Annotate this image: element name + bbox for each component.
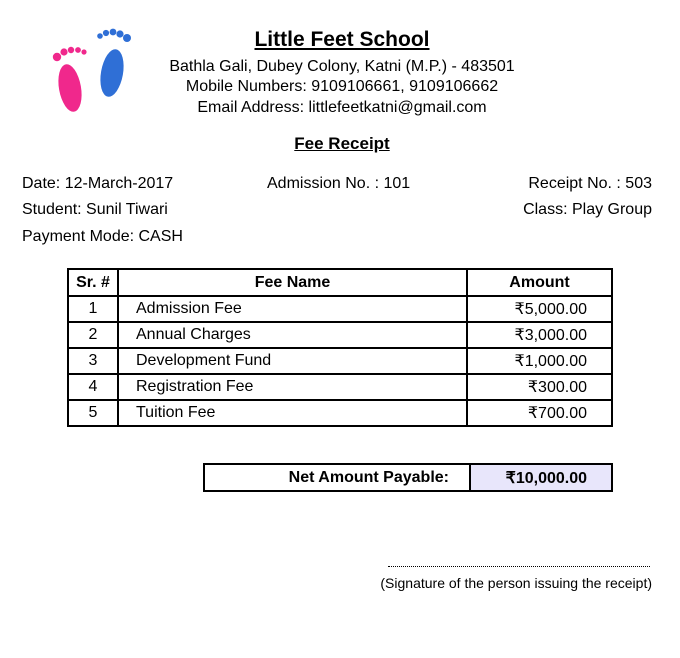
row-fee-name: Tuition Fee xyxy=(118,400,467,426)
email-address: Email Address: littlefeetkatni@gmail.com xyxy=(197,99,487,116)
row-sr: 2 xyxy=(68,322,118,348)
row-sr: 5 xyxy=(68,400,118,426)
table-row xyxy=(68,322,612,348)
net-amount-table xyxy=(203,463,613,492)
student-name: Student: Sunil Tiwari xyxy=(22,201,168,218)
receipt-title: Fee Receipt xyxy=(294,134,390,153)
net-amount-row xyxy=(204,464,612,491)
table-row xyxy=(68,348,612,374)
fees-table-header xyxy=(68,269,612,296)
row-fee-name: Admission Fee xyxy=(118,296,467,322)
mobile-numbers: Mobile Numbers: 9109106661, 9109106662 xyxy=(185,78,499,95)
fees-table xyxy=(67,268,613,427)
header-sr: Sr. # xyxy=(68,269,118,296)
net-amount-value: ₹10,000.00 xyxy=(470,464,612,491)
row-fee-name: Development Fund xyxy=(118,348,467,374)
row-sr: 3 xyxy=(68,348,118,374)
row-amount: ₹3,000.00 xyxy=(467,322,612,348)
row-fee-name: Registration Fee xyxy=(118,374,467,400)
admission-number: Admission No. : 101 xyxy=(267,175,411,192)
payment-mode: Payment Mode: CASH xyxy=(22,228,183,245)
row-amount: ₹300.00 xyxy=(467,374,612,400)
table-row xyxy=(68,296,612,322)
student-class: Class: Play Group xyxy=(523,201,652,218)
header-fee-name: Fee Name xyxy=(118,269,467,296)
receipt-date: Date: 12-March-2017 xyxy=(22,175,174,192)
signature-line xyxy=(388,560,650,567)
school-address: Bathla Gali, Dubey Colony, Katni (M.P.) - 483501 xyxy=(169,58,515,75)
row-sr: 1 xyxy=(68,296,118,322)
school-name: Little Feet School xyxy=(254,28,430,51)
row-amount: ₹1,000.00 xyxy=(467,348,612,374)
net-amount-label: Net Amount Payable: xyxy=(204,464,470,491)
receipt-number: Receipt No. : 503 xyxy=(528,175,652,192)
row-fee-name: Annual Charges xyxy=(118,322,467,348)
signature-caption: (Signature of the person issuing the receipt) xyxy=(380,575,652,591)
row-amount: ₹700.00 xyxy=(467,400,612,426)
table-row xyxy=(68,400,612,426)
row-amount: ₹5,000.00 xyxy=(467,296,612,322)
header-amount: Amount xyxy=(467,269,612,296)
row-sr: 4 xyxy=(68,374,118,400)
table-row xyxy=(68,374,612,400)
